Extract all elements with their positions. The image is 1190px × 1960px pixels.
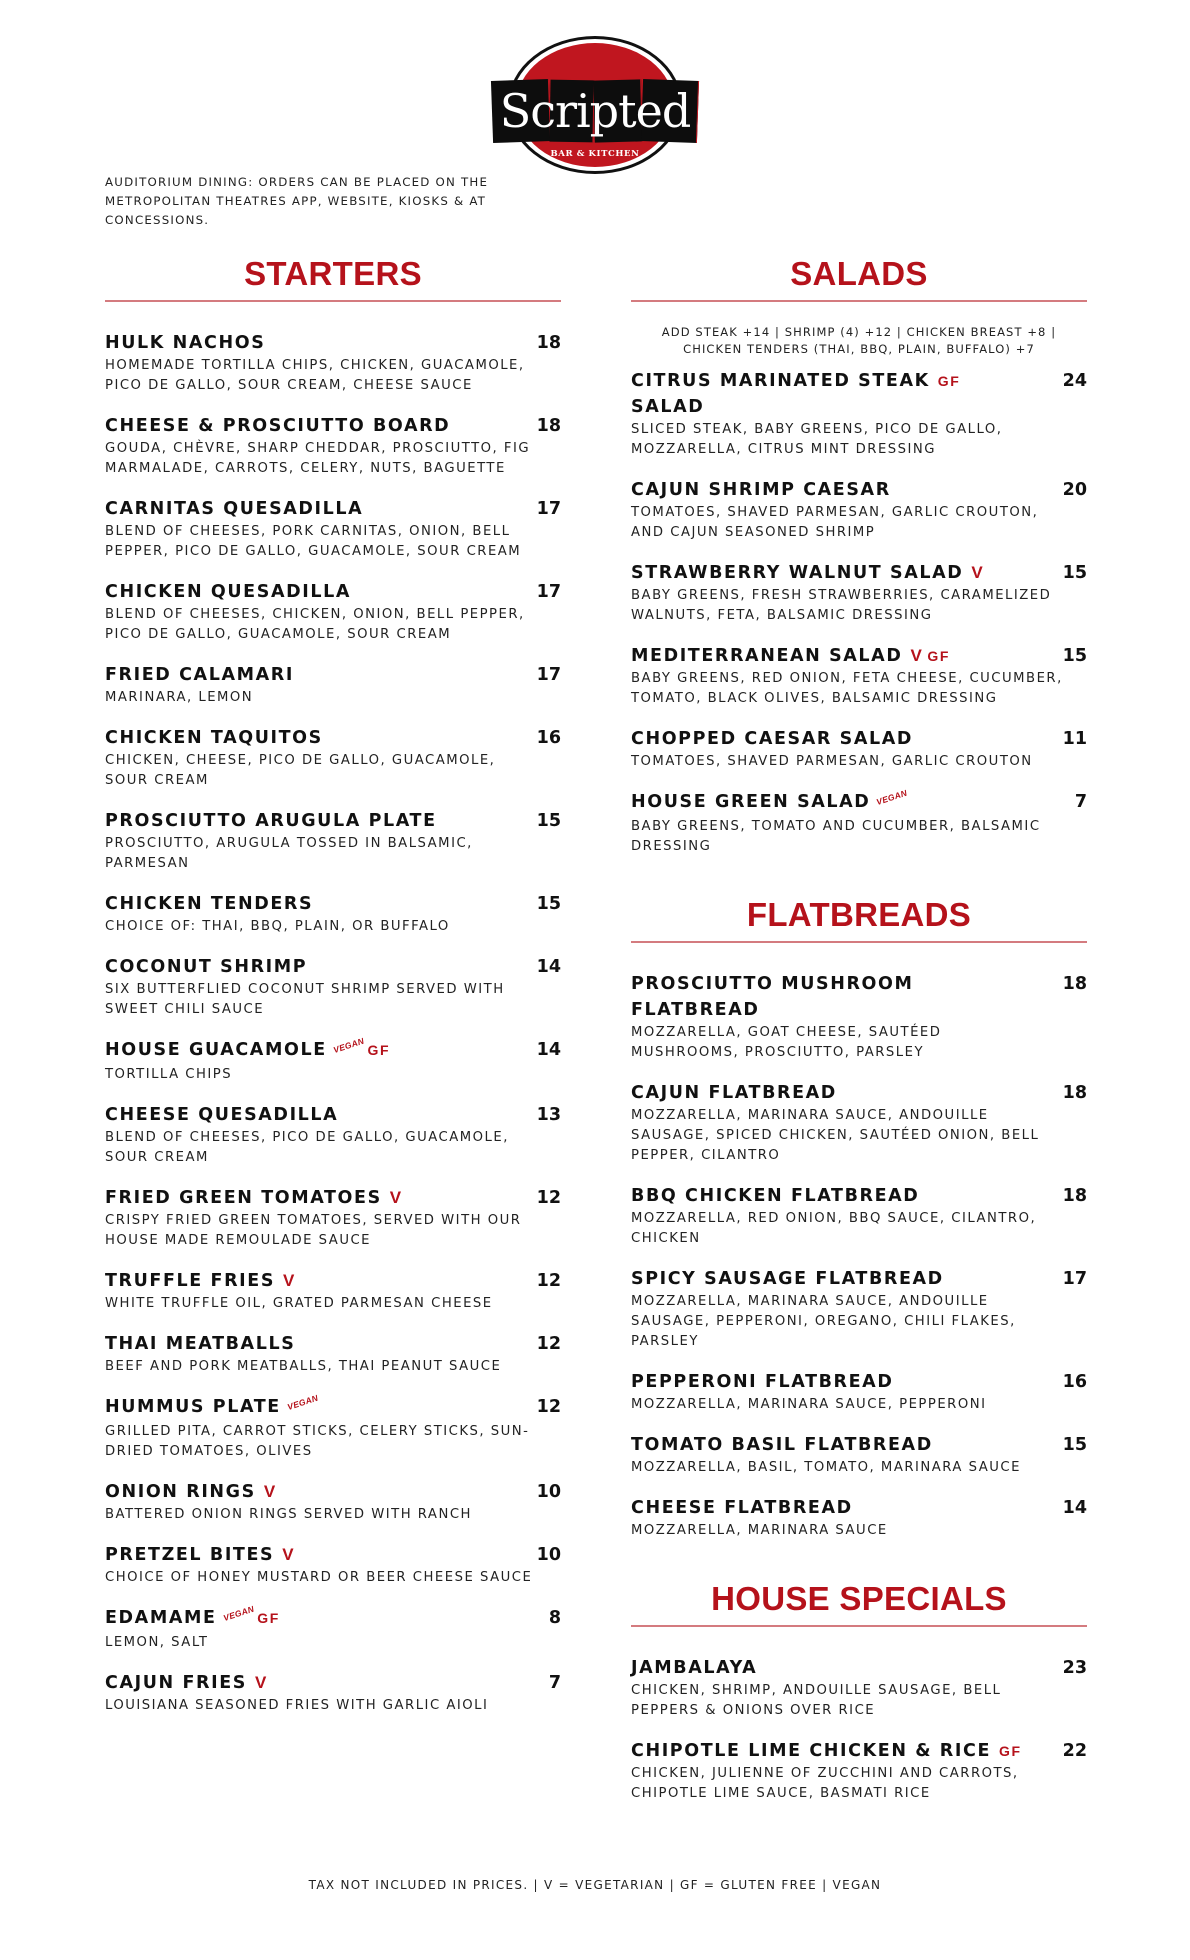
- item-price: 17: [1062, 1269, 1087, 1289]
- item-name: BBQ CHICKEN FLATBREAD: [631, 1186, 920, 1206]
- vegan-badge: VEGAN: [285, 1392, 320, 1413]
- item-name: HOUSE GUACAMOLE VEGAN GF: [105, 1037, 390, 1065]
- menu-item: [105, 1037, 561, 1085]
- menu-item: [105, 662, 561, 708]
- menu-item: [105, 1542, 561, 1588]
- menu-item: [105, 891, 561, 937]
- item-price: 14: [1062, 1498, 1087, 1518]
- menu-item: [105, 1605, 561, 1653]
- vegan-badge: VEGAN: [331, 1035, 366, 1056]
- vegetarian-badge: V: [971, 563, 985, 582]
- item-description: GOUDA, CHÈVRE, SHARP CHEDDAR, PROSCIUTTO, FIG MARMALADE, CARROTS, CELERY, NUTS, BAGUETTE: [105, 441, 531, 476]
- menu-item: [631, 1655, 1087, 1721]
- vegetarian-badge: V: [254, 1673, 268, 1692]
- section-divider: [105, 300, 561, 302]
- item-price: 14: [536, 957, 561, 977]
- right-column: [631, 252, 1087, 1821]
- logo-wordmark: Scripted: [499, 84, 691, 138]
- item-price: 14: [536, 1040, 561, 1060]
- item-description: TOMATOES, SHAVED PARMESAN, GARLIC CROUTON: [631, 754, 1033, 769]
- gluten-free-badge: GF: [999, 1743, 1022, 1759]
- item-price: 11: [1062, 729, 1087, 749]
- item-price: 17: [536, 582, 561, 602]
- item-name: SPICY SAUSAGE FLATBREAD: [631, 1269, 944, 1289]
- item-name: HOUSE GREEN SALAD VEGAN: [631, 789, 910, 817]
- item-price: 13: [536, 1105, 561, 1125]
- vegetarian-badge: V: [263, 1482, 277, 1501]
- item-name: PROSCIUTTO MUSHROOM FLATBREAD: [631, 974, 914, 1020]
- section-title-starters: STARTERS: [244, 255, 422, 292]
- item-name: FRIED CALAMARI: [105, 665, 294, 685]
- menu-item: [105, 1185, 561, 1251]
- item-name: HULK NACHOS: [105, 333, 266, 353]
- item-price: 15: [1062, 563, 1087, 583]
- starters-list: [105, 330, 561, 1716]
- restaurant-logo: [490, 34, 700, 176]
- menu-item: [631, 1080, 1087, 1166]
- vegetarian-badge: V: [282, 1545, 296, 1564]
- item-price: 16: [536, 728, 561, 748]
- menu-item: [105, 954, 561, 1020]
- item-name: CHICKEN TAQUITOS: [105, 728, 323, 748]
- item-description: MOZZARELLA, RED ONION, BBQ SAUCE, CILANTRO, CHICKEN: [631, 1211, 1037, 1246]
- item-price: 12: [536, 1334, 561, 1354]
- flatbreads-list: [631, 971, 1087, 1541]
- item-price: 7: [1074, 792, 1087, 812]
- item-name: MEDITERRANEAN SALAD V GF: [631, 646, 951, 666]
- menu-item: [631, 1738, 1087, 1804]
- item-description: MOZZARELLA, BASIL, TOMATO, MARINARA SAUCE: [631, 1460, 1021, 1475]
- item-price: 17: [536, 665, 561, 685]
- vegan-badge: VEGAN: [875, 787, 909, 808]
- item-price: 15: [1062, 1435, 1087, 1455]
- item-name: CITRUS MARINATED STEAK GF SALAD: [631, 371, 961, 417]
- item-price: 12: [536, 1271, 561, 1291]
- item-description: CHICKEN, CHEESE, PICO DE GALLO, GUACAMOLE, SOUR CREAM: [105, 753, 496, 788]
- item-name: CAJUN FRIES V: [105, 1673, 268, 1693]
- item-description: BLEND OF CHEESES, CHICKEN, ONION, BELL PEPPER, PICO DE GALLO, GUACAMOLE, SOUR CREAM: [105, 607, 525, 642]
- item-description: BATTERED ONION RINGS SERVED WITH RANCH: [105, 1507, 472, 1522]
- item-name: FRIED GREEN TOMATOES V: [105, 1188, 403, 1208]
- item-name: CAJUN SHRIMP CAESAR: [631, 480, 891, 500]
- item-price: 18: [1062, 1186, 1087, 1206]
- vegetarian-badge: V: [389, 1188, 403, 1207]
- item-name: CHICKEN TENDERS: [105, 894, 314, 914]
- item-name: ONION RINGS V: [105, 1482, 277, 1502]
- item-description: CHOICE OF: THAI, BBQ, PLAIN, OR BUFFALO: [105, 919, 450, 934]
- item-description: MOZZARELLA, MARINARA SAUCE, ANDOUILLE SAUSAGE, SPICED CHICKEN, SAUTÉED ONION, BELL PEPPER, CILANTRO: [631, 1108, 1040, 1163]
- item-description: CRISPY FRIED GREEN TOMATOES, SERVED WITH OUR HOUSE MADE REMOULADE SAUCE: [105, 1213, 522, 1248]
- item-price: 20: [1062, 480, 1087, 500]
- menu-item: [631, 1266, 1087, 1352]
- item-price: 24: [1062, 371, 1087, 391]
- item-price: 18: [1062, 1083, 1087, 1103]
- menu-item: [105, 330, 561, 396]
- item-price: 18: [1062, 974, 1087, 994]
- vegetarian-badge: V: [910, 646, 924, 665]
- item-description: LEMON, SALT: [105, 1635, 209, 1650]
- item-description: WHITE TRUFFLE OIL, GRATED PARMESAN CHEESE: [105, 1296, 493, 1311]
- auditorium-dining-notice: AUDITORIUM DINING: ORDERS CAN BE PLACED ON THE METROPOLITAN THEATRES APP, WEBSITE, KIOSKS & AT CONCESSIONS.: [105, 175, 489, 227]
- menu-item: [631, 643, 1087, 709]
- logo-subtitle: BAR & KITCHEN: [550, 149, 640, 159]
- item-name: CHICKEN QUESADILLA: [105, 582, 351, 602]
- menu-item: [631, 368, 1087, 460]
- item-description: TOMATOES, SHAVED PARMESAN, GARLIC CROUTON, AND CAJUN SEASONED SHRIMP: [631, 505, 1039, 540]
- item-price: 7: [548, 1673, 561, 1693]
- menu-item: [631, 560, 1087, 626]
- menu-item: [631, 971, 1087, 1063]
- item-price: 12: [536, 1397, 561, 1417]
- menu-item: [631, 1495, 1087, 1541]
- menu-item: [105, 1479, 561, 1525]
- item-price: 23: [1062, 1658, 1087, 1678]
- item-description: CHICKEN, SHRIMP, ANDOUILLE SAUSAGE, BELL PEPPERS & ONIONS OVER RICE: [631, 1683, 1002, 1718]
- menu-item: [105, 413, 561, 479]
- house-specials-list: [631, 1655, 1087, 1804]
- salads-list: [631, 368, 1087, 857]
- item-price: 22: [1062, 1741, 1087, 1761]
- item-name: EDAMAME VEGAN GF: [105, 1605, 280, 1633]
- gluten-free-badge: GF: [927, 648, 951, 664]
- item-price: 18: [536, 333, 561, 353]
- item-name: COCONUT SHRIMP: [105, 957, 308, 977]
- menu-item: [631, 1183, 1087, 1249]
- item-description: BABY GREENS, FRESH STRAWBERRIES, CARAMELIZED WALNUTS, FETA, BALSAMIC DRESSING: [631, 588, 1052, 623]
- item-description: SLICED STEAK, BABY GREENS, PICO DE GALLO, MOZZARELLA, CITRUS MINT DRESSING: [631, 422, 1003, 457]
- item-name: TOMATO BASIL FLATBREAD: [631, 1435, 933, 1455]
- item-price: 17: [536, 499, 561, 519]
- menu-footer-legend: TAX NOT INCLUDED IN PRICES. | V = VEGETARIAN | GF = GLUTEN FREE | VEGAN: [308, 1878, 882, 1892]
- menu-item: [631, 1432, 1087, 1478]
- item-name: CHEESE QUESADILLA: [105, 1105, 339, 1125]
- menu-item: [105, 1268, 561, 1314]
- left-column: [105, 252, 561, 1733]
- item-description: BABY GREENS, RED ONION, FETA CHEESE, CUCUMBER, TOMATO, BLACK OLIVES, BALSAMIC DRESSING: [631, 671, 1063, 706]
- item-price: 10: [536, 1545, 561, 1565]
- vegan-badge: VEGAN: [221, 1603, 255, 1624]
- section-divider: [631, 941, 1087, 943]
- gluten-free-badge: GF: [367, 1042, 391, 1058]
- item-price: 10: [536, 1482, 561, 1502]
- item-name: CHOPPED CAESAR SALAD: [631, 729, 914, 749]
- item-description: BEEF AND PORK MEATBALLS, THAI PEANUT SAUCE: [105, 1359, 502, 1374]
- section-title-flatbreads: FLATBREADS: [746, 896, 972, 933]
- item-description: MOZZARELLA, GOAT CHEESE, SAUTÉED MUSHROOMS, PROSCIUTTO, PARSLEY: [631, 1025, 942, 1060]
- item-description: BLEND OF CHEESES, PORK CARNITAS, ONION, BELL PEPPER, PICO DE GALLO, GUACAMOLE, SOUR CREAM: [105, 524, 522, 559]
- menu-item: [105, 496, 561, 562]
- item-name: PROSCIUTTO ARUGULA PLATE: [105, 811, 437, 831]
- menu-item: [631, 726, 1087, 772]
- item-description: CHICKEN, JULIENNE OF ZUCCHINI AND CARROTS, CHIPOTLE LIME SAUCE, BASMATI RICE: [631, 1766, 1019, 1801]
- section-title-house-specials: HOUSE SPECIALS: [711, 1580, 1007, 1617]
- item-description: MOZZARELLA, MARINARA SAUCE: [631, 1523, 888, 1538]
- item-name: CHEESE & PROSCIUTTO BOARD: [105, 416, 451, 436]
- item-name: CHEESE FLATBREAD: [631, 1498, 853, 1518]
- vegetarian-badge: V: [283, 1271, 296, 1290]
- item-price: 15: [1062, 646, 1087, 666]
- item-price: 16: [1062, 1372, 1087, 1392]
- item-description: CHOICE OF HONEY MUSTARD OR BEER CHEESE SAUCE: [105, 1570, 533, 1585]
- item-name: PEPPERONI FLATBREAD: [631, 1372, 894, 1392]
- item-description: HOMEMADE TORTILLA CHIPS, CHICKEN, GUACAMOLE, PICO DE GALLO, SOUR CREAM, CHEESE SAUCE: [105, 358, 525, 393]
- item-name: STRAWBERRY WALNUT SALAD V: [631, 563, 985, 583]
- menu-item: [105, 1670, 561, 1716]
- item-price: 8: [548, 1608, 561, 1628]
- item-description: PROSCIUTTO, ARUGULA TOSSED IN BALSAMIC, PARMESAN: [105, 836, 473, 871]
- item-description: MOZZARELLA, MARINARA SAUCE, ANDOUILLE SAUSAGE, PEPPERONI, OREGANO, CHILI FLAKES, PARSLEY: [631, 1294, 1016, 1349]
- item-description: LOUISIANA SEASONED FRIES WITH GARLIC AIOLI: [105, 1698, 489, 1713]
- gluten-free-badge: GF: [937, 373, 961, 389]
- item-description: MARINARA, LEMON: [105, 690, 254, 705]
- item-description: TORTILLA CHIPS: [105, 1067, 233, 1082]
- item-name: JAMBALAYA: [631, 1658, 758, 1678]
- gluten-free-badge: GF: [257, 1610, 280, 1626]
- menu-item: [105, 1331, 561, 1377]
- item-name: THAI MEATBALLS: [105, 1334, 296, 1354]
- section-title-salads: SALADS: [790, 255, 928, 292]
- item-price: 12: [536, 1188, 561, 1208]
- menu-item: [105, 725, 561, 791]
- menu-item: [631, 477, 1087, 543]
- item-description: BABY GREENS, TOMATO AND CUCUMBER, BALSAMIC DRESSING: [631, 819, 1041, 854]
- menu-item: [105, 1394, 561, 1462]
- menu-item: [105, 579, 561, 645]
- item-price: 18: [536, 416, 561, 436]
- item-name: PRETZEL BITES V: [105, 1545, 296, 1565]
- section-divider: [631, 300, 1087, 302]
- item-name: CARNITAS QUESADILLA: [105, 499, 364, 519]
- item-name: TRUFFLE FRIES V: [105, 1271, 296, 1291]
- item-price: 15: [536, 811, 561, 831]
- menu-item: [631, 789, 1087, 857]
- item-description: SIX BUTTERFLIED COCONUT SHRIMP SERVED WITH SWEET CHILI SAUCE: [105, 982, 505, 1017]
- item-description: BLEND OF CHEESES, PICO DE GALLO, GUACAMOLE, SOUR CREAM: [105, 1130, 509, 1165]
- menu-item: [105, 1102, 561, 1168]
- section-divider: [631, 1625, 1087, 1627]
- item-name: CAJUN FLATBREAD: [631, 1083, 837, 1103]
- menu-item: [631, 1369, 1087, 1415]
- item-description: MOZZARELLA, MARINARA SAUCE, PEPPERONI: [631, 1397, 987, 1412]
- item-name: CHIPOTLE LIME CHICKEN & RICE GF: [631, 1741, 1022, 1761]
- menu-item: [105, 808, 561, 874]
- item-description: GRILLED PITA, CARROT STICKS, CELERY STICKS, SUN-DRIED TOMATOES, OLIVES: [105, 1424, 530, 1459]
- item-name: HUMMUS PLATE VEGAN: [105, 1394, 321, 1422]
- salad-addons: ADD STEAK +14 | SHRIMP (4) +12 | CHICKEN BREAST +8 | CHICKEN TENDERS (THAI, BBQ, PLAIN, BUFFALO) +7: [661, 325, 1057, 356]
- item-price: 15: [536, 894, 561, 914]
